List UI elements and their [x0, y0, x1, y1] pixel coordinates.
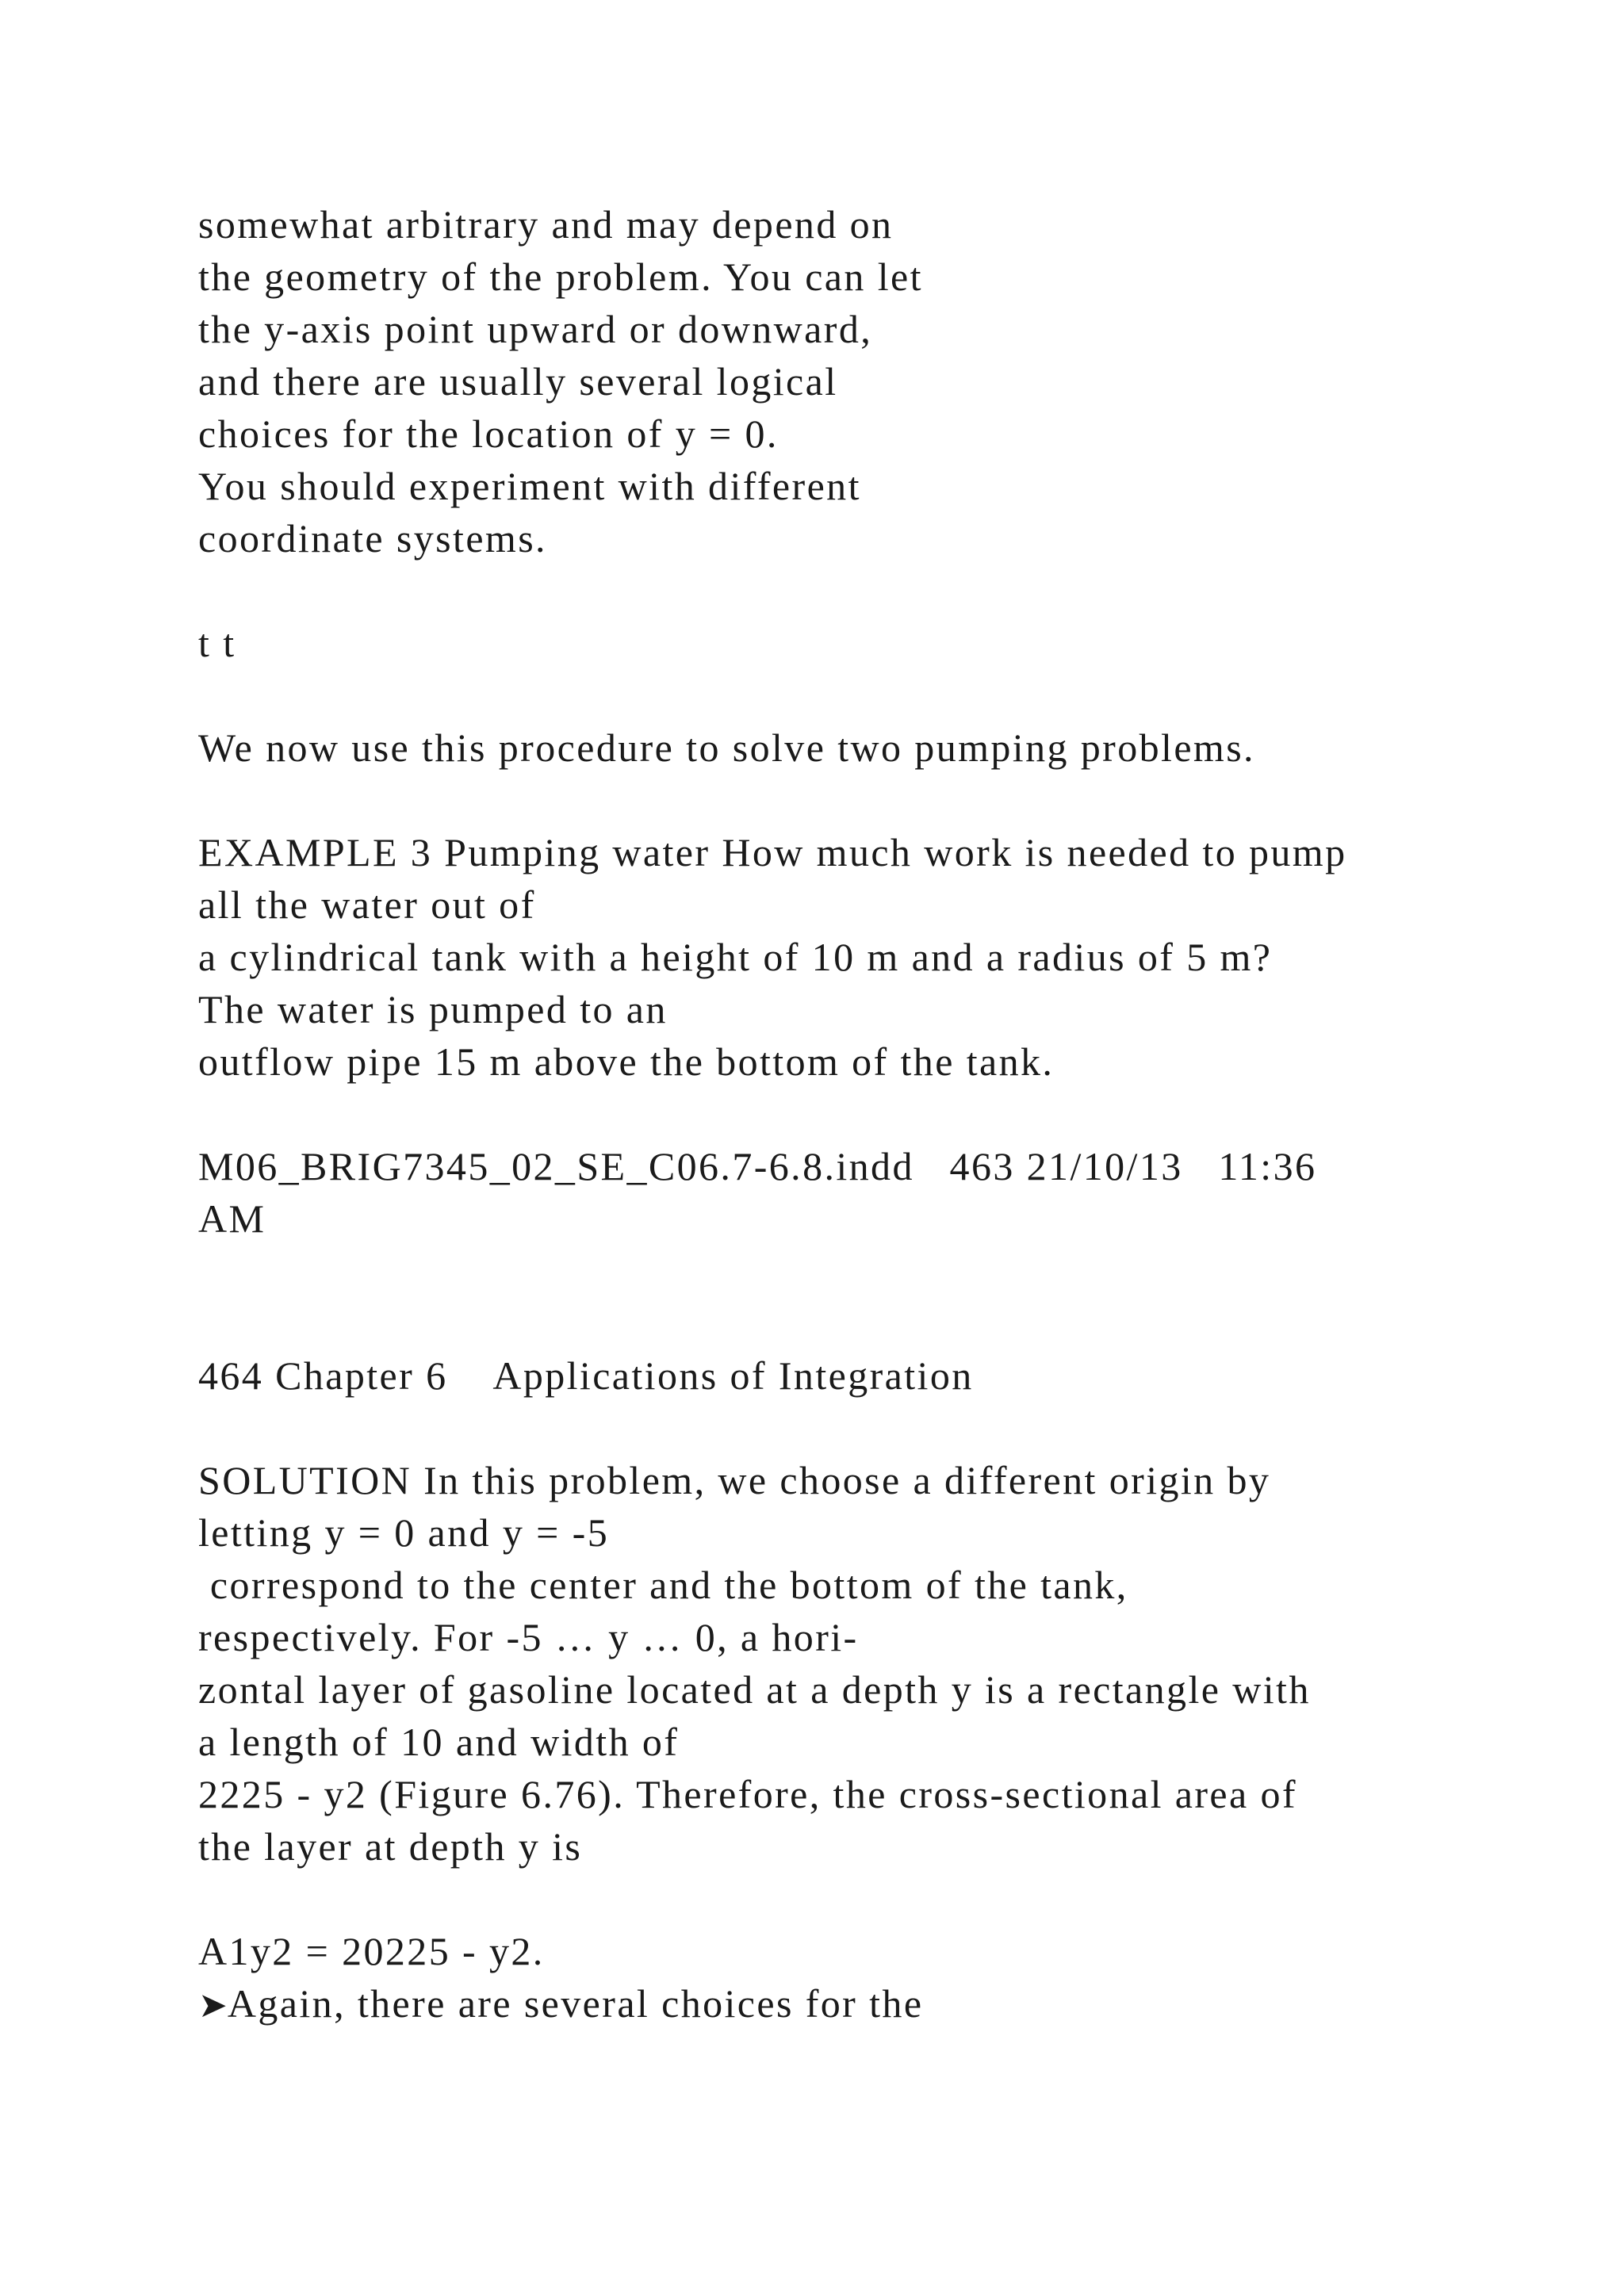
text-line: You should experiment with different [198, 464, 861, 508]
text-line: AM [198, 1196, 266, 1241]
text-line: M06_BRIG7345_02_SE_C06.7-6.8.indd 463 21/10/13 11:36 [198, 1144, 1317, 1188]
spacer [198, 774, 1467, 826]
intro-sentence: We now use this procedure to solve two pumping problems. [198, 725, 1255, 770]
text-line: the layer at depth y is [198, 1824, 583, 1869]
equation: A1y2 = 20225 - y2. [198, 1929, 545, 1973]
chapter-header: 464 Chapter 6 Applications of Integration [198, 1353, 974, 1398]
text-line: SOLUTION In this problem, we choose a different origin by [198, 1458, 1271, 1502]
text-line: zontal layer of gasoline located at a depth y is a rectangle with [198, 1667, 1311, 1712]
arrow-icon: ➤ [198, 1985, 228, 2026]
margin-note-text: Again, there are several choices for the [227, 1981, 924, 2026]
text-line: a cylindrical tank with a height of 10 m and a radius of 5 m? [198, 935, 1273, 979]
document-page [198, 198, 1467, 2030]
text-line: correspond to the center and the bottom of the tank, [198, 1563, 1128, 1607]
spacer [198, 1402, 1467, 1454]
spacer [198, 1297, 1467, 1349]
example-3-block [198, 826, 1467, 1088]
text-line: choices for the location of y = 0. [198, 411, 779, 456]
solution-block [198, 1454, 1467, 1873]
text-line: the geometry of the problem. You can let [198, 254, 923, 299]
text-line: 2225 - y2 (Figure 6.76). Therefore, the cross-sectional area of [198, 1772, 1297, 1816]
text-line: letting y = 0 and y = -5 [198, 1510, 610, 1555]
text-line: all the water out of [198, 882, 536, 927]
text-line: coordinate systems. [198, 516, 547, 561]
spacer [198, 1088, 1467, 1140]
text-line: and there are usually several logical [198, 359, 838, 404]
margin-note [198, 1977, 1467, 2030]
spacer [198, 1245, 1467, 1297]
text-block-coordinate-systems [198, 198, 1467, 564]
spacer [198, 564, 1467, 617]
stray-text-tt: t t [198, 621, 236, 665]
text-line: somewhat arbitrary and may depend on [198, 202, 894, 247]
text-line: the y-axis point upward or downward, [198, 307, 873, 351]
spacer [198, 1873, 1467, 1925]
text-line: outflow pipe 15 m above the bottom of the tank. [198, 1039, 1055, 1084]
text-line: a length of 10 and width of [198, 1720, 680, 1764]
spacer [198, 669, 1467, 721]
print-footer [198, 1140, 1467, 1245]
text-line: The water is pumped to an [198, 987, 668, 1031]
text-line: respectively. For -5 … y … 0, a hori- [198, 1615, 859, 1659]
text-line: EXAMPLE 3 Pumping water How much work is needed to pump [198, 830, 1347, 874]
